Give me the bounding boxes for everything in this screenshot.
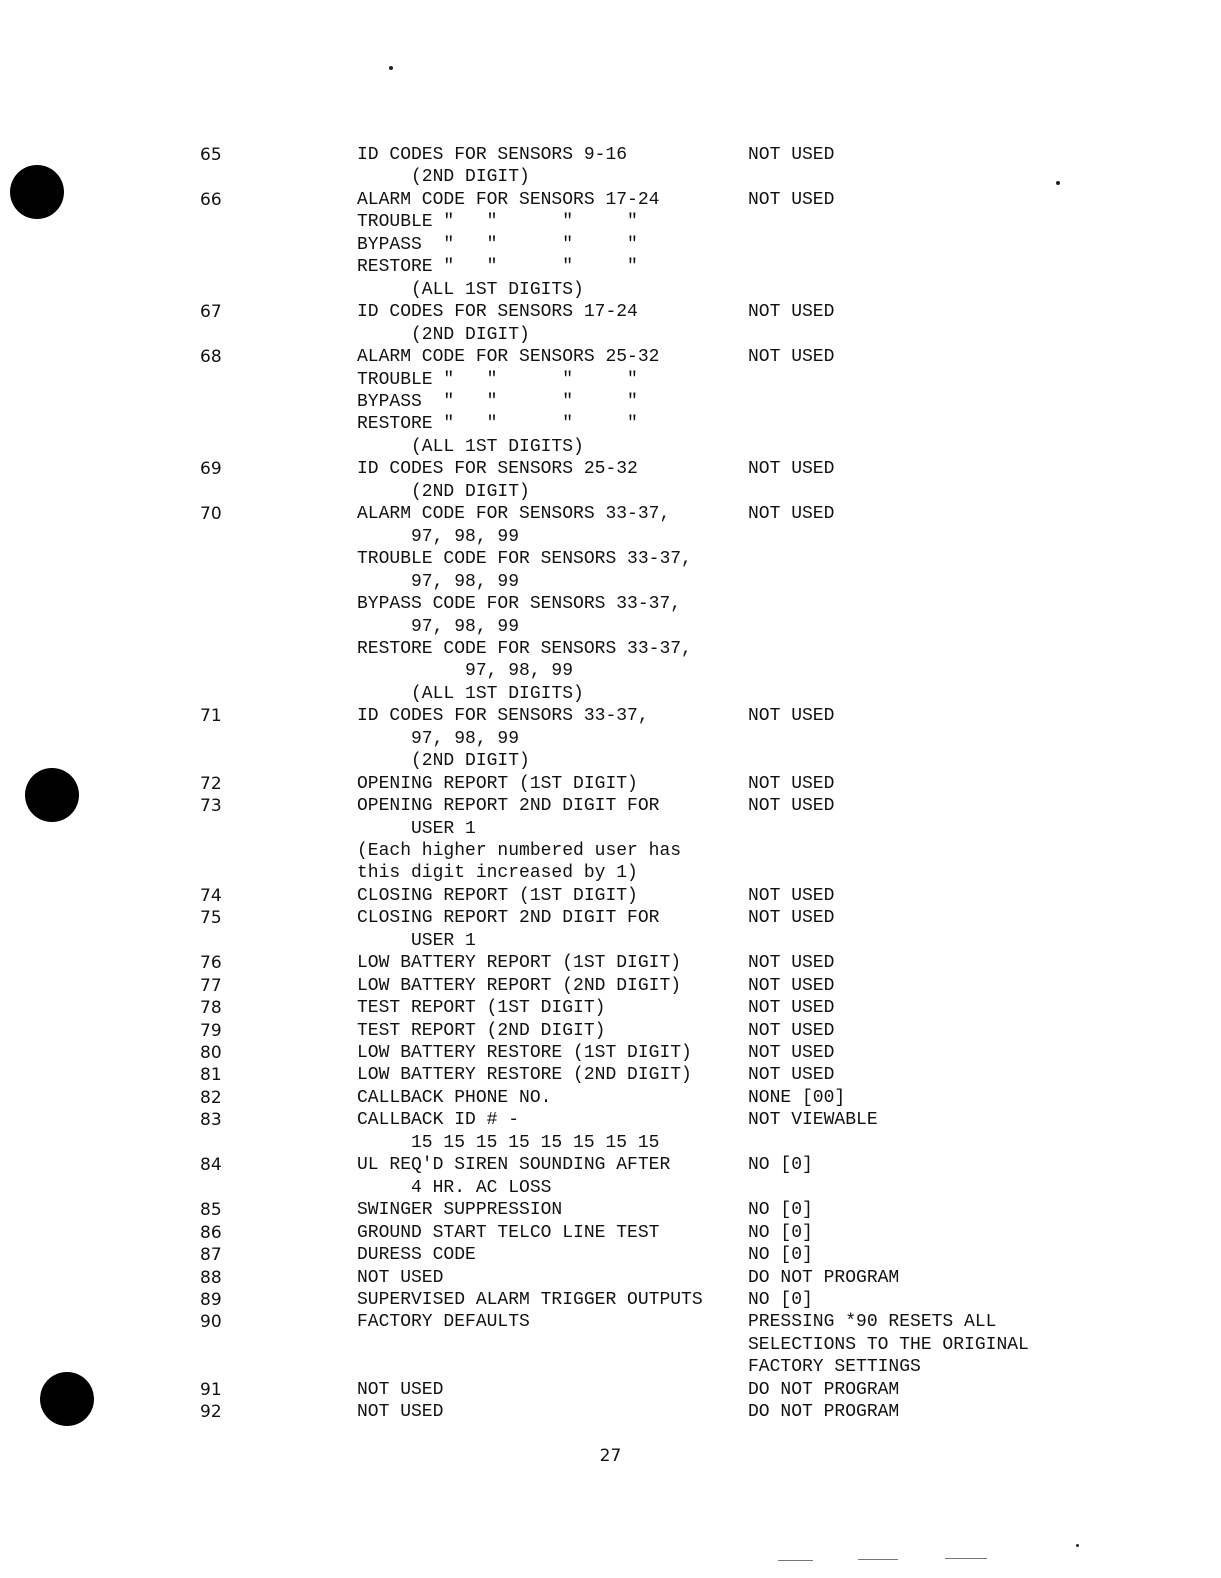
row-description: RESTORE " " " " xyxy=(357,414,638,435)
row-number: 79 xyxy=(200,1020,222,1041)
row-number: 74 xyxy=(200,885,222,906)
row-description: CLOSING REPORT (1ST DIGIT) xyxy=(357,885,638,906)
row-description: DURESS CODE xyxy=(357,1245,476,1265)
row-number: 69 xyxy=(200,459,222,480)
row-description: ALARM CODE FOR SENSORS 25-32 xyxy=(357,347,660,367)
table-row xyxy=(0,660,1221,682)
row-number: 91 xyxy=(200,1379,222,1400)
row-description: NOT USED xyxy=(357,1402,444,1423)
row-value: NOT VIEWABLE xyxy=(748,1110,878,1131)
row-value: NOT USED xyxy=(748,347,835,367)
table-row xyxy=(0,1064,1221,1086)
row-value: NOT USED xyxy=(748,1065,835,1086)
table-row xyxy=(0,728,1221,750)
row-value: NOT USED xyxy=(748,706,835,727)
table-row xyxy=(0,840,1221,862)
row-number: 82 xyxy=(200,1087,222,1108)
table-row xyxy=(0,1379,1221,1401)
row-value: DO NOT PROGRAM xyxy=(748,1267,900,1288)
row-description: (ALL 1ST DIGITS) xyxy=(357,683,584,704)
row-value: NOT USED xyxy=(748,908,835,929)
row-number: 86 xyxy=(200,1222,222,1243)
table-row xyxy=(0,1042,1221,1064)
row-description: LOW BATTERY REPORT (1ST DIGIT) xyxy=(357,953,682,974)
row-description: SWINGER SUPPRESSION xyxy=(357,1200,563,1221)
row-description: FACTORY DEFAULTS xyxy=(357,1312,530,1333)
table-row xyxy=(0,1020,1221,1042)
table-row xyxy=(0,279,1221,301)
row-number: 71 xyxy=(200,706,222,727)
table-row xyxy=(0,1109,1221,1131)
table-row xyxy=(0,593,1221,615)
row-description: LOW BATTERY REPORT (2ND DIGIT) xyxy=(357,975,682,996)
table-row xyxy=(0,324,1221,346)
row-description: (ALL 1ST DIGITS) xyxy=(357,436,584,457)
table-row xyxy=(0,234,1221,256)
row-number: 68 xyxy=(200,347,222,367)
row-description: ID CODES FOR SENSORS 25-32 xyxy=(357,459,638,480)
table-row xyxy=(0,458,1221,480)
row-description: CALLBACK ID # - xyxy=(357,1110,520,1131)
row-number: 77 xyxy=(200,975,222,996)
row-description: TROUBLE " " " " xyxy=(357,212,638,233)
table-row xyxy=(0,391,1221,413)
row-value: FACTORY SETTINGS xyxy=(748,1357,921,1378)
row-number: 67 xyxy=(200,302,222,323)
table-row xyxy=(0,526,1221,548)
row-value: NO [0] xyxy=(748,1222,813,1243)
row-number: 73 xyxy=(200,796,222,816)
row-number: 85 xyxy=(200,1200,222,1221)
row-description: (2ND DIGIT) xyxy=(357,324,530,345)
row-number: 90 xyxy=(200,1312,222,1333)
row-description: 15 15 15 15 15 15 15 15 xyxy=(357,1132,660,1153)
row-value: NO [0] xyxy=(748,1290,813,1310)
row-value: NO [0] xyxy=(748,1245,813,1265)
row-description: (ALL 1ST DIGITS) xyxy=(357,279,584,300)
row-value: NOT USED xyxy=(748,1020,835,1041)
table-row xyxy=(0,1222,1221,1244)
row-description: OPENING REPORT (1ST DIGIT) xyxy=(357,773,638,794)
scan-speck xyxy=(389,66,393,70)
table-row xyxy=(0,997,1221,1019)
row-value: NOT USED xyxy=(748,504,835,525)
row-description: CLOSING REPORT 2ND DIGIT FOR xyxy=(357,908,660,929)
table-row xyxy=(0,548,1221,570)
row-description: TEST REPORT (2ND DIGIT) xyxy=(357,1020,606,1041)
row-description: 97, 98, 99 xyxy=(357,526,520,547)
row-value: NOT USED xyxy=(748,459,835,480)
row-number: 76 xyxy=(200,953,222,974)
table-row xyxy=(0,907,1221,929)
row-description: 4 HR. AC LOSS xyxy=(357,1177,552,1198)
table-row xyxy=(0,1154,1221,1176)
table-row xyxy=(0,683,1221,705)
row-description: NOT USED xyxy=(357,1267,444,1288)
table-row xyxy=(0,818,1221,840)
row-description: ID CODES FOR SENSORS 17-24 xyxy=(357,302,638,323)
row-value: SELECTIONS TO THE ORIGINAL xyxy=(748,1334,1029,1355)
row-value: DO NOT PROGRAM xyxy=(748,1379,900,1400)
table-row xyxy=(0,481,1221,503)
scan-artifact-line xyxy=(778,1560,813,1561)
table-row xyxy=(0,189,1221,211)
row-description: RESTORE CODE FOR SENSORS 33-37, xyxy=(357,638,692,659)
row-number: 75 xyxy=(200,908,222,929)
row-description: TROUBLE " " " " xyxy=(357,369,638,390)
row-number: 78 xyxy=(200,998,222,1019)
table-row xyxy=(0,301,1221,323)
table-row xyxy=(0,952,1221,974)
row-number: 70 xyxy=(200,504,222,525)
row-value: NOT USED xyxy=(748,953,835,974)
scan-artifact-line xyxy=(858,1559,898,1560)
row-number: 66 xyxy=(200,189,222,210)
row-description: ID CODES FOR SENSORS 9-16 xyxy=(357,145,628,165)
table-row xyxy=(0,1267,1221,1289)
row-description: (Each higher numbered user has xyxy=(357,840,682,861)
row-description: ALARM CODE FOR SENSORS 17-24 xyxy=(357,189,660,210)
row-number: 89 xyxy=(200,1290,222,1310)
table-row xyxy=(0,862,1221,884)
table-row xyxy=(0,369,1221,391)
table-row xyxy=(0,930,1221,952)
row-value: NOT USED xyxy=(748,796,835,816)
table-row xyxy=(0,413,1221,435)
table-row xyxy=(0,1244,1221,1266)
row-number: 80 xyxy=(200,1043,222,1063)
row-value: NOT USED xyxy=(748,302,835,323)
scan-speck xyxy=(1076,1544,1079,1547)
row-description: OPENING REPORT 2ND DIGIT FOR xyxy=(357,796,660,816)
table-row xyxy=(0,211,1221,233)
table-row xyxy=(0,1356,1221,1378)
row-number: 81 xyxy=(200,1065,222,1086)
row-value: NOT USED xyxy=(748,189,835,210)
row-description: (2ND DIGIT) xyxy=(357,751,530,772)
page-number: 27 xyxy=(599,1446,622,1466)
table-row xyxy=(0,1334,1221,1356)
table-row xyxy=(0,1311,1221,1333)
table-row xyxy=(0,773,1221,795)
row-number: 88 xyxy=(200,1267,222,1288)
row-number: 65 xyxy=(200,145,222,165)
row-description: ALARM CODE FOR SENSORS 33-37, xyxy=(357,504,671,525)
row-number: 83 xyxy=(200,1110,222,1131)
row-description: 97, 98, 99 xyxy=(357,661,574,682)
row-description: 97, 98, 99 xyxy=(357,571,520,592)
table-row xyxy=(0,1087,1221,1109)
row-description: BYPASS " " " " xyxy=(357,391,638,412)
table-row xyxy=(0,256,1221,278)
table-row xyxy=(0,885,1221,907)
row-number: 87 xyxy=(200,1245,222,1265)
row-description: CALLBACK PHONE NO. xyxy=(357,1087,552,1108)
table-row xyxy=(0,571,1221,593)
scan-artifact-line xyxy=(945,1558,987,1559)
table-row xyxy=(0,1177,1221,1199)
table-row xyxy=(0,705,1221,727)
row-description: TROUBLE CODE FOR SENSORS 33-37, xyxy=(357,549,692,570)
table-row xyxy=(0,616,1221,638)
table-row xyxy=(0,503,1221,525)
table-row xyxy=(0,750,1221,772)
row-description: GROUND START TELCO LINE TEST xyxy=(357,1222,660,1243)
row-number: 84 xyxy=(200,1155,222,1176)
table-row xyxy=(0,975,1221,997)
table-row xyxy=(0,436,1221,458)
row-description: BYPASS " " " " xyxy=(357,234,638,255)
row-description: BYPASS CODE FOR SENSORS 33-37, xyxy=(357,594,682,614)
row-value: NOT USED xyxy=(748,773,835,794)
table-row xyxy=(0,1132,1221,1154)
row-number: 92 xyxy=(200,1402,222,1423)
table-row xyxy=(0,1199,1221,1221)
row-description: TEST REPORT (1ST DIGIT) xyxy=(357,998,606,1019)
row-description: NOT USED xyxy=(357,1379,444,1400)
table-row xyxy=(0,1289,1221,1311)
row-value: NOT USED xyxy=(748,885,835,906)
row-number: 72 xyxy=(200,773,222,794)
row-description: LOW BATTERY RESTORE (2ND DIGIT) xyxy=(357,1065,692,1086)
row-description: SUPERVISED ALARM TRIGGER OUTPUTS xyxy=(357,1290,703,1310)
row-value: NOT USED xyxy=(748,998,835,1019)
row-description: 97, 98, 99 xyxy=(357,616,520,637)
row-description: this digit increased by 1) xyxy=(357,863,638,884)
row-value: NOT USED xyxy=(748,145,835,165)
table-row xyxy=(0,144,1221,166)
row-description: USER 1 xyxy=(357,818,476,839)
row-description: ID CODES FOR SENSORS 33-37, xyxy=(357,706,649,727)
table-row xyxy=(0,795,1221,817)
row-value: DO NOT PROGRAM xyxy=(748,1402,900,1423)
row-description: RESTORE " " " " xyxy=(357,257,638,278)
row-value: NOT USED xyxy=(748,975,835,996)
row-description: (2ND DIGIT) xyxy=(357,167,530,188)
row-value: NO [0] xyxy=(748,1155,813,1176)
table-row xyxy=(0,346,1221,368)
table-row xyxy=(0,1401,1221,1423)
row-description: (2ND DIGIT) xyxy=(357,481,530,502)
table-row xyxy=(0,638,1221,660)
row-value: NO [0] xyxy=(748,1200,813,1221)
row-description: USER 1 xyxy=(357,930,476,951)
table-row xyxy=(0,166,1221,188)
row-description: UL REQ'D SIREN SOUNDING AFTER xyxy=(357,1155,671,1176)
row-description: LOW BATTERY RESTORE (1ST DIGIT) xyxy=(357,1043,692,1063)
row-value: NONE [00] xyxy=(748,1087,846,1108)
row-description: 97, 98, 99 xyxy=(357,728,520,749)
row-value: PRESSING *90 RESETS ALL xyxy=(748,1312,997,1333)
row-value: NOT USED xyxy=(748,1043,835,1063)
